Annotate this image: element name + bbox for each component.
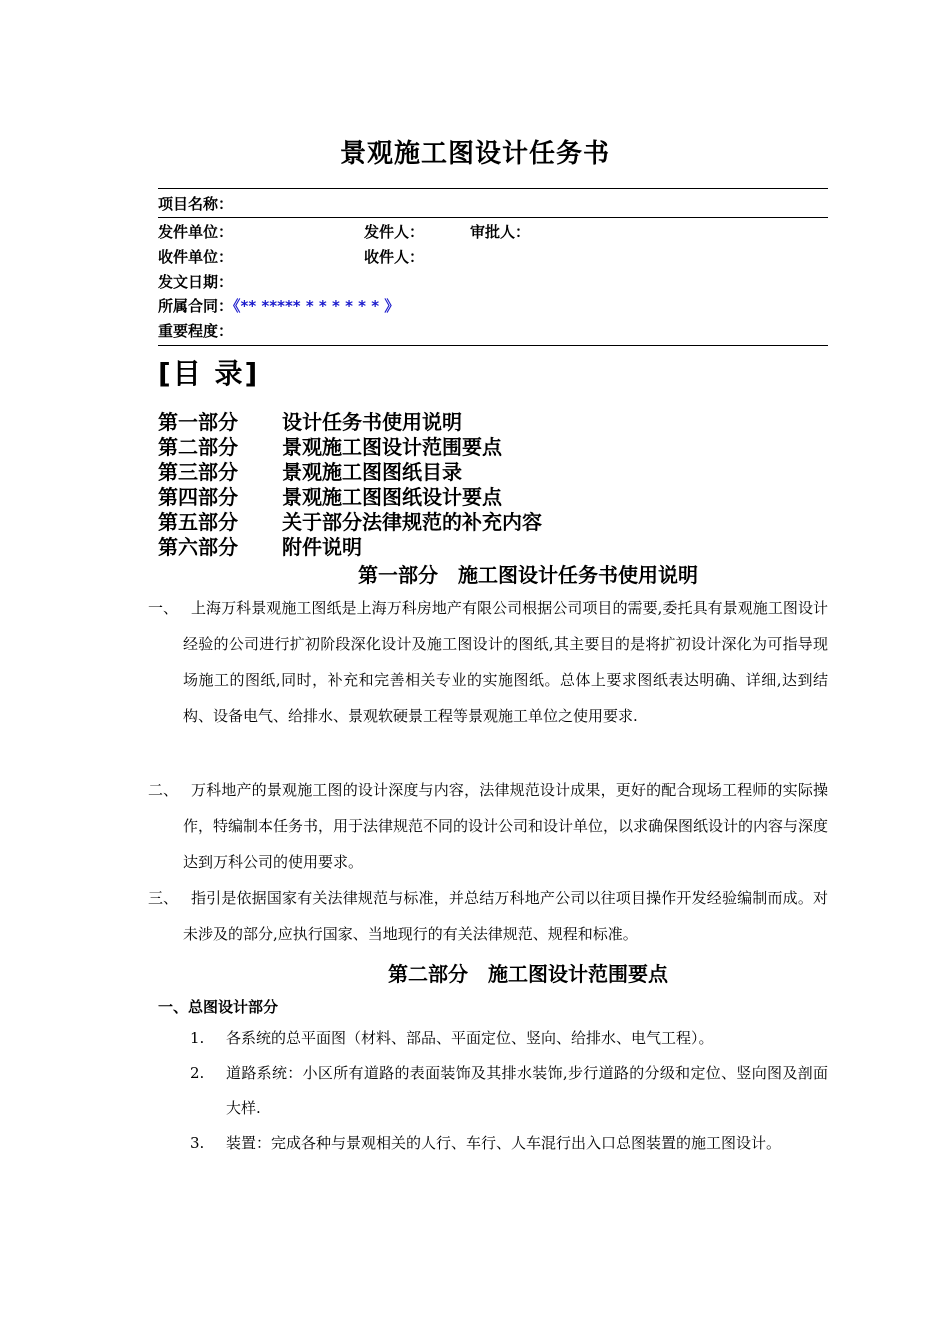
toc-part: 第六部分 bbox=[158, 535, 238, 559]
list-item-number: 1. bbox=[190, 1029, 205, 1047]
toc-title: 附件说明 bbox=[282, 535, 362, 559]
document-title: 景观施工图设计任务书 bbox=[339, 139, 610, 169]
paragraph-number: 二、 bbox=[148, 781, 179, 799]
header-bottom-rule bbox=[158, 345, 828, 346]
toc-part: 第五部分 bbox=[158, 510, 238, 534]
part2-title: 第二部分 施工图设计范围要点 bbox=[388, 962, 668, 986]
paragraph-text: 万科地产的景观施工图的设计深度与内容，法律规范设计成果，更好的配合现场工程师的实际操作，特编制本任务书，用于法律规范不同的设计公司和设计单位，以求确保图纸设计的内容与深度达到万科公司的使用要求。 bbox=[183, 781, 829, 871]
header-middle-rule bbox=[158, 217, 828, 218]
list-item-text: 各系统的总平面图（材料、部品、平面定位、竖向、给排水、电气工程）。 bbox=[226, 1029, 714, 1047]
toc-title: 设计任务书使用说明 bbox=[282, 410, 462, 434]
toc-heading: [目 录] bbox=[158, 357, 260, 390]
receiver-label: 收件人： bbox=[364, 248, 425, 266]
toc-item bbox=[158, 410, 462, 435]
part2-subsection-heading: 一、总图设计部分 bbox=[158, 998, 279, 1016]
list-item-text: 道路系统：小区所有道路的表面装饰及其排水装饰,步行道路的分级和定位、竖向图及剖面大样. bbox=[226, 1064, 828, 1117]
contract-value: 《** ***** * * * * * * 》 bbox=[233, 297, 400, 315]
part2-list-item bbox=[190, 1056, 828, 1126]
list-item-text: 装置：完成各种与景观相关的人行、车行、人车混行出入口总图装置的施工图设计。 bbox=[226, 1134, 782, 1152]
part2-list-item bbox=[190, 1126, 828, 1161]
list-item-number: 2. bbox=[190, 1064, 205, 1082]
part2-list-item bbox=[190, 1021, 828, 1056]
contract-label: 所属合同： bbox=[158, 297, 234, 315]
receiver-unit-label: 收件单位： bbox=[158, 248, 234, 266]
toc-part: 第一部分 bbox=[158, 410, 238, 434]
toc-item bbox=[158, 535, 362, 560]
toc-item bbox=[158, 460, 462, 485]
part1-title: 第一部分 施工图设计任务书使用说明 bbox=[358, 563, 698, 587]
toc-title: 景观施工图图纸设计要点 bbox=[282, 485, 502, 509]
part1-paragraph bbox=[148, 772, 828, 880]
toc-item bbox=[158, 485, 502, 510]
paragraph-number: 三、 bbox=[148, 889, 179, 907]
toc-item bbox=[158, 510, 542, 535]
toc-part: 第四部分 bbox=[158, 485, 238, 509]
toc-item bbox=[158, 435, 502, 460]
part1-paragraph bbox=[148, 590, 828, 734]
part1-paragraph bbox=[148, 880, 828, 952]
contract-row bbox=[158, 296, 399, 316]
project-name-label: 项目名称： bbox=[158, 195, 234, 213]
importance-label: 重要程度： bbox=[158, 322, 234, 340]
list-item-number: 3. bbox=[190, 1134, 205, 1152]
paragraph-number: 一、 bbox=[148, 599, 179, 617]
date-label: 发文日期： bbox=[158, 273, 234, 291]
sender-label: 发件人： bbox=[364, 223, 425, 241]
paragraph-text: 指引是依据国家有关法律规范与标准，并总结万科地产公司以往项目操作开发经验编制而成。对未涉及的部分,应执行国家、当地现行的有关法律规范、规程和标准。 bbox=[183, 889, 828, 943]
sender-unit-label: 发件单位： bbox=[158, 223, 234, 241]
toc-title: 景观施工图设计范围要点 bbox=[282, 435, 502, 459]
toc-part: 第二部分 bbox=[158, 435, 238, 459]
toc-title: 景观施工图图纸目录 bbox=[282, 460, 462, 484]
paragraph-text: 上海万科景观施工图纸是上海万科房地产有限公司根据公司项目的需要,委托具有景观施工图设计经验的公司进行扩初阶段深化设计及施工图设计的图纸,其主要目的是将扩初设计深化为可指导现场施工的图纸,同时，补充和完善相关专业的实施图纸。总体上要求图纸表达明确、详细,达到结构、设备电气、给排水、景观软硬景工程等景观施工单位之使用要求. bbox=[183, 599, 828, 725]
approver-label: 审批人： bbox=[470, 223, 531, 241]
header-top-rule bbox=[158, 188, 828, 189]
toc-title: 关于部分法律规范的补充内容 bbox=[282, 510, 542, 534]
toc-part: 第三部分 bbox=[158, 460, 238, 484]
